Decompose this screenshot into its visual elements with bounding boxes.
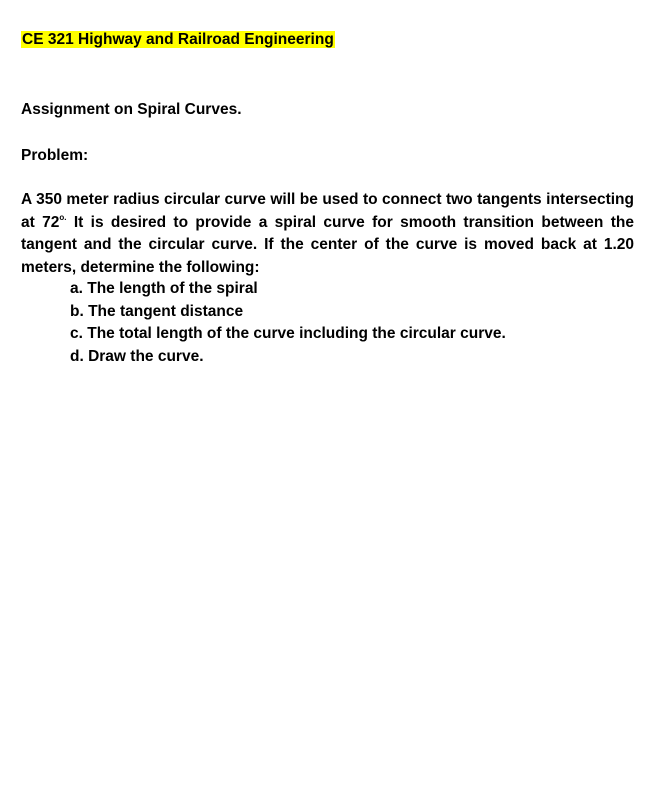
task-list <box>70 278 506 368</box>
task-item-a: a. The length of the spiral <box>70 280 258 297</box>
degree-mark: o. <box>59 212 67 222</box>
problem-label: Problem: <box>21 147 89 164</box>
course-title <box>21 30 335 50</box>
task-item-b: b. The tangent distance <box>70 302 244 320</box>
problem-statement <box>21 189 634 279</box>
task-item-c: c. The total length of the curve including the circular curve. <box>70 325 506 342</box>
task-item-d: d. Draw the curve. <box>70 347 204 365</box>
problem-text-part-1: A 350 meter radius circular curve will be used to connect two tangents intersecting at 72 <box>21 191 634 231</box>
assignment-title: Assignment on Spiral Curves. <box>21 101 242 118</box>
problem-text-part-2: It is desired to provide a spiral curve for smooth transition between the tangent and the circular curve. If the center of the curve is moved back at 1.20 meters, determine the following: <box>21 213 634 276</box>
course-title-highlight: CE 321 Highway and Railroad Engineering <box>22 31 334 48</box>
